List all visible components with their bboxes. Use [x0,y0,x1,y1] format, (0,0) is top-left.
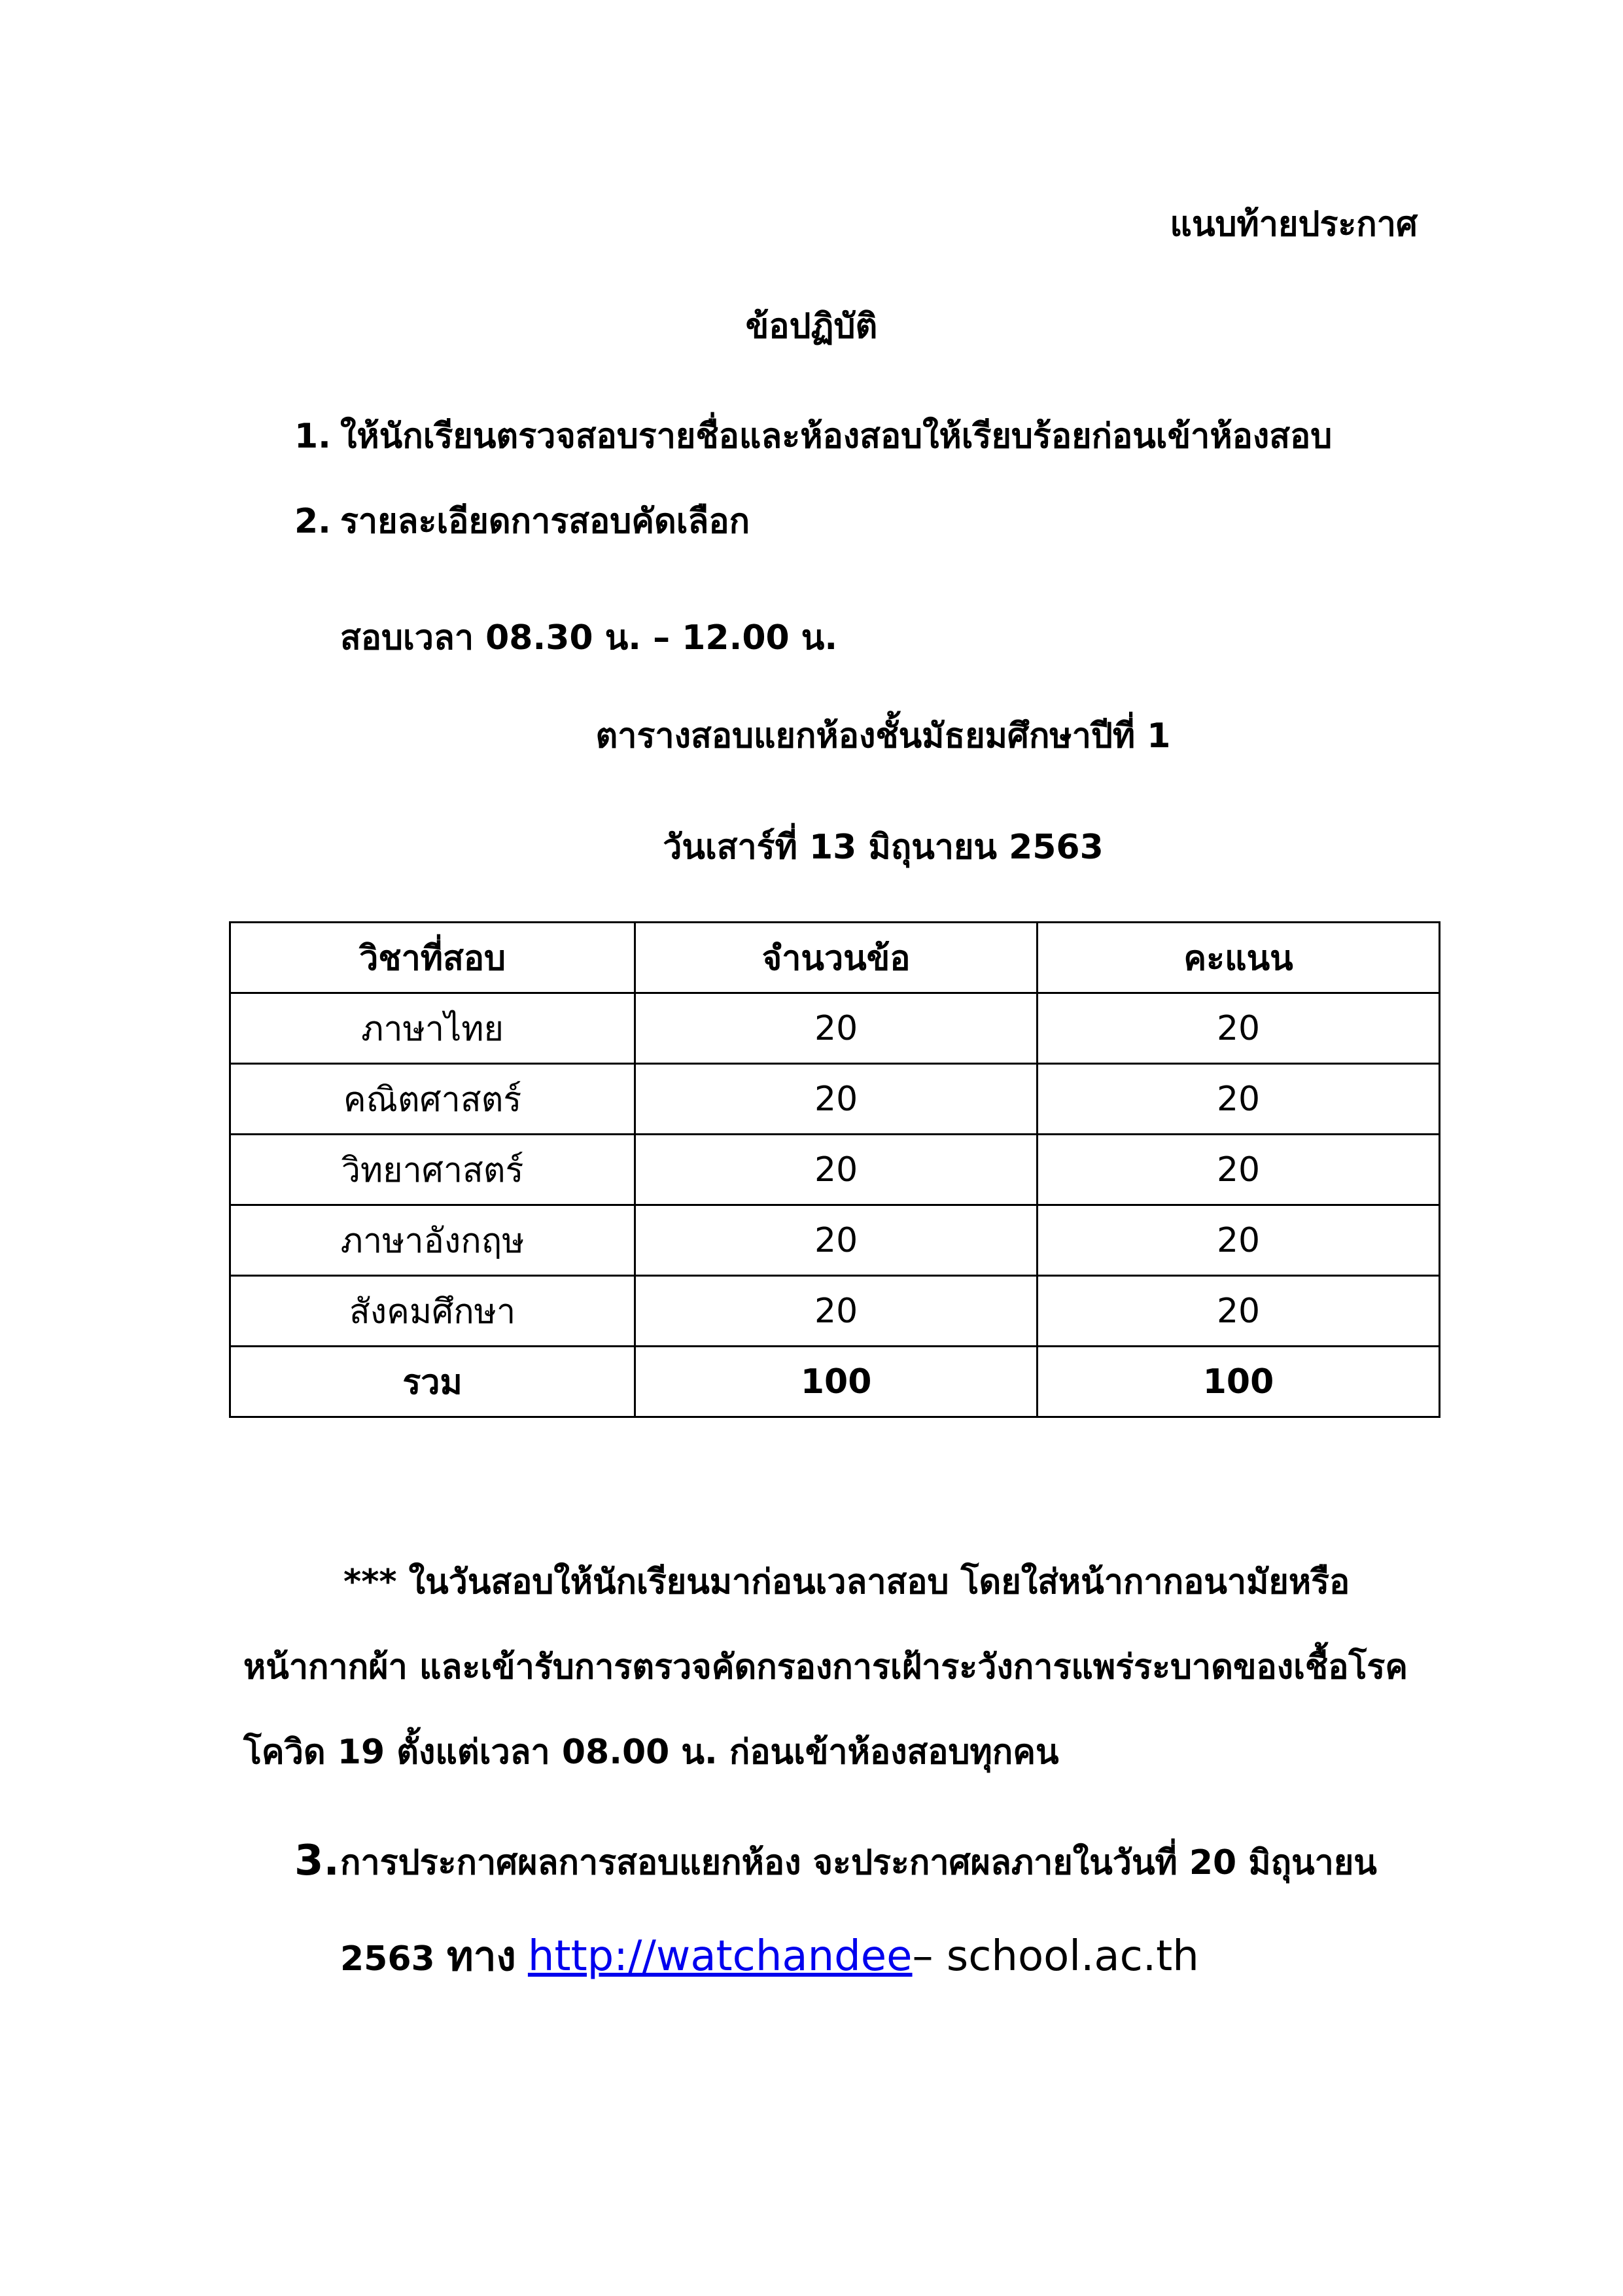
attachment-label: แนบท้ายประกาศ [1170,205,1418,244]
cell-score: 20 [1038,1135,1440,1205]
cell-questions: 20 [635,993,1038,1064]
table-header-row [230,923,1440,993]
schedule-date: วันเสาร์ที่ 13 มิถุนายน 2563 [663,828,1104,867]
item-3-continuation [340,1934,1199,1982]
cell-score: 20 [1038,1064,1440,1135]
table-row [230,1064,1440,1135]
table-row [230,1276,1440,1347]
item-1-text: ให้นักเรียนตรวจสอบรายชื่อและห้องสอบให้เรียบร้อยก่อนเข้าห้องสอบ [340,417,1333,456]
exam-time: สอบเวลา 08.30 น. – 12.00 น. [340,618,838,658]
item-2-number: 2. [294,502,331,541]
cell-subject: สังคมศึกษา [230,1276,635,1347]
item-3-text: การประกาศผลการสอบแยกห้อง จะประกาศผลภายในวันที่ 20 มิถุนายน [340,1843,1377,1882]
table-total-row [230,1347,1440,1417]
cell-subject: ภาษาอังกฤษ [230,1205,635,1276]
cell-questions: 20 [635,1276,1038,1347]
cell-questions: 20 [635,1135,1038,1205]
cell-subject: คณิตศาสตร์ [230,1064,635,1135]
table-row [230,1205,1440,1276]
exam-schedule-table [229,921,1440,1418]
item-1-number: 1. [294,417,331,456]
item-3-year: 2563 [340,1939,435,1979]
header-questions: จำนวนข้อ [635,923,1038,993]
school-website-link[interactable]: http://watchandee [527,1932,913,1981]
note-line-3: โควิด 19 ตั้งแต่เวลา 08.00 น. ก่อนเข้าห้องสอบทุกคน [243,1733,1059,1772]
page-title: ข้อปฏิบัติ [745,307,878,346]
cell-score: 20 [1038,1205,1440,1276]
total-score: 100 [1038,1347,1440,1417]
link-suffix: – school.ac.th [912,1932,1199,1981]
header-subject: วิชาที่สอบ [230,923,635,993]
cell-subject: ภาษาไทย [230,993,635,1064]
cell-subject: วิทยาศาสตร์ [230,1135,635,1205]
cell-score: 20 [1038,993,1440,1064]
table-row [230,1135,1440,1205]
header-score: คะแนน [1038,923,1440,993]
cell-questions: 20 [635,1205,1038,1276]
item-3-via: ทาง [446,1932,516,1980]
item-3-number: 3. [294,1837,340,1885]
schedule-title: ตารางสอบแยกห้องชั้นมัธยมศึกษาปีที่ 1 [595,716,1171,756]
total-label: รวม [230,1347,635,1417]
cell-score: 20 [1038,1276,1440,1347]
item-2-text: รายละเอียดการสอบคัดเลือก [340,502,750,541]
note-line-1: *** ในวันสอบให้นักเรียนมาก่อนเวลาสอบ โดยใส่หน้ากากอนามัยหรือ [343,1563,1350,1602]
cell-questions: 20 [635,1064,1038,1135]
total-questions: 100 [635,1347,1038,1417]
table-row [230,993,1440,1064]
note-line-2: หน้ากากผ้า และเข้ารับการตรวจคัดกรองการเฝ้าระวังการแพร่ระบาดของเชื้อโรค [243,1648,1408,1687]
